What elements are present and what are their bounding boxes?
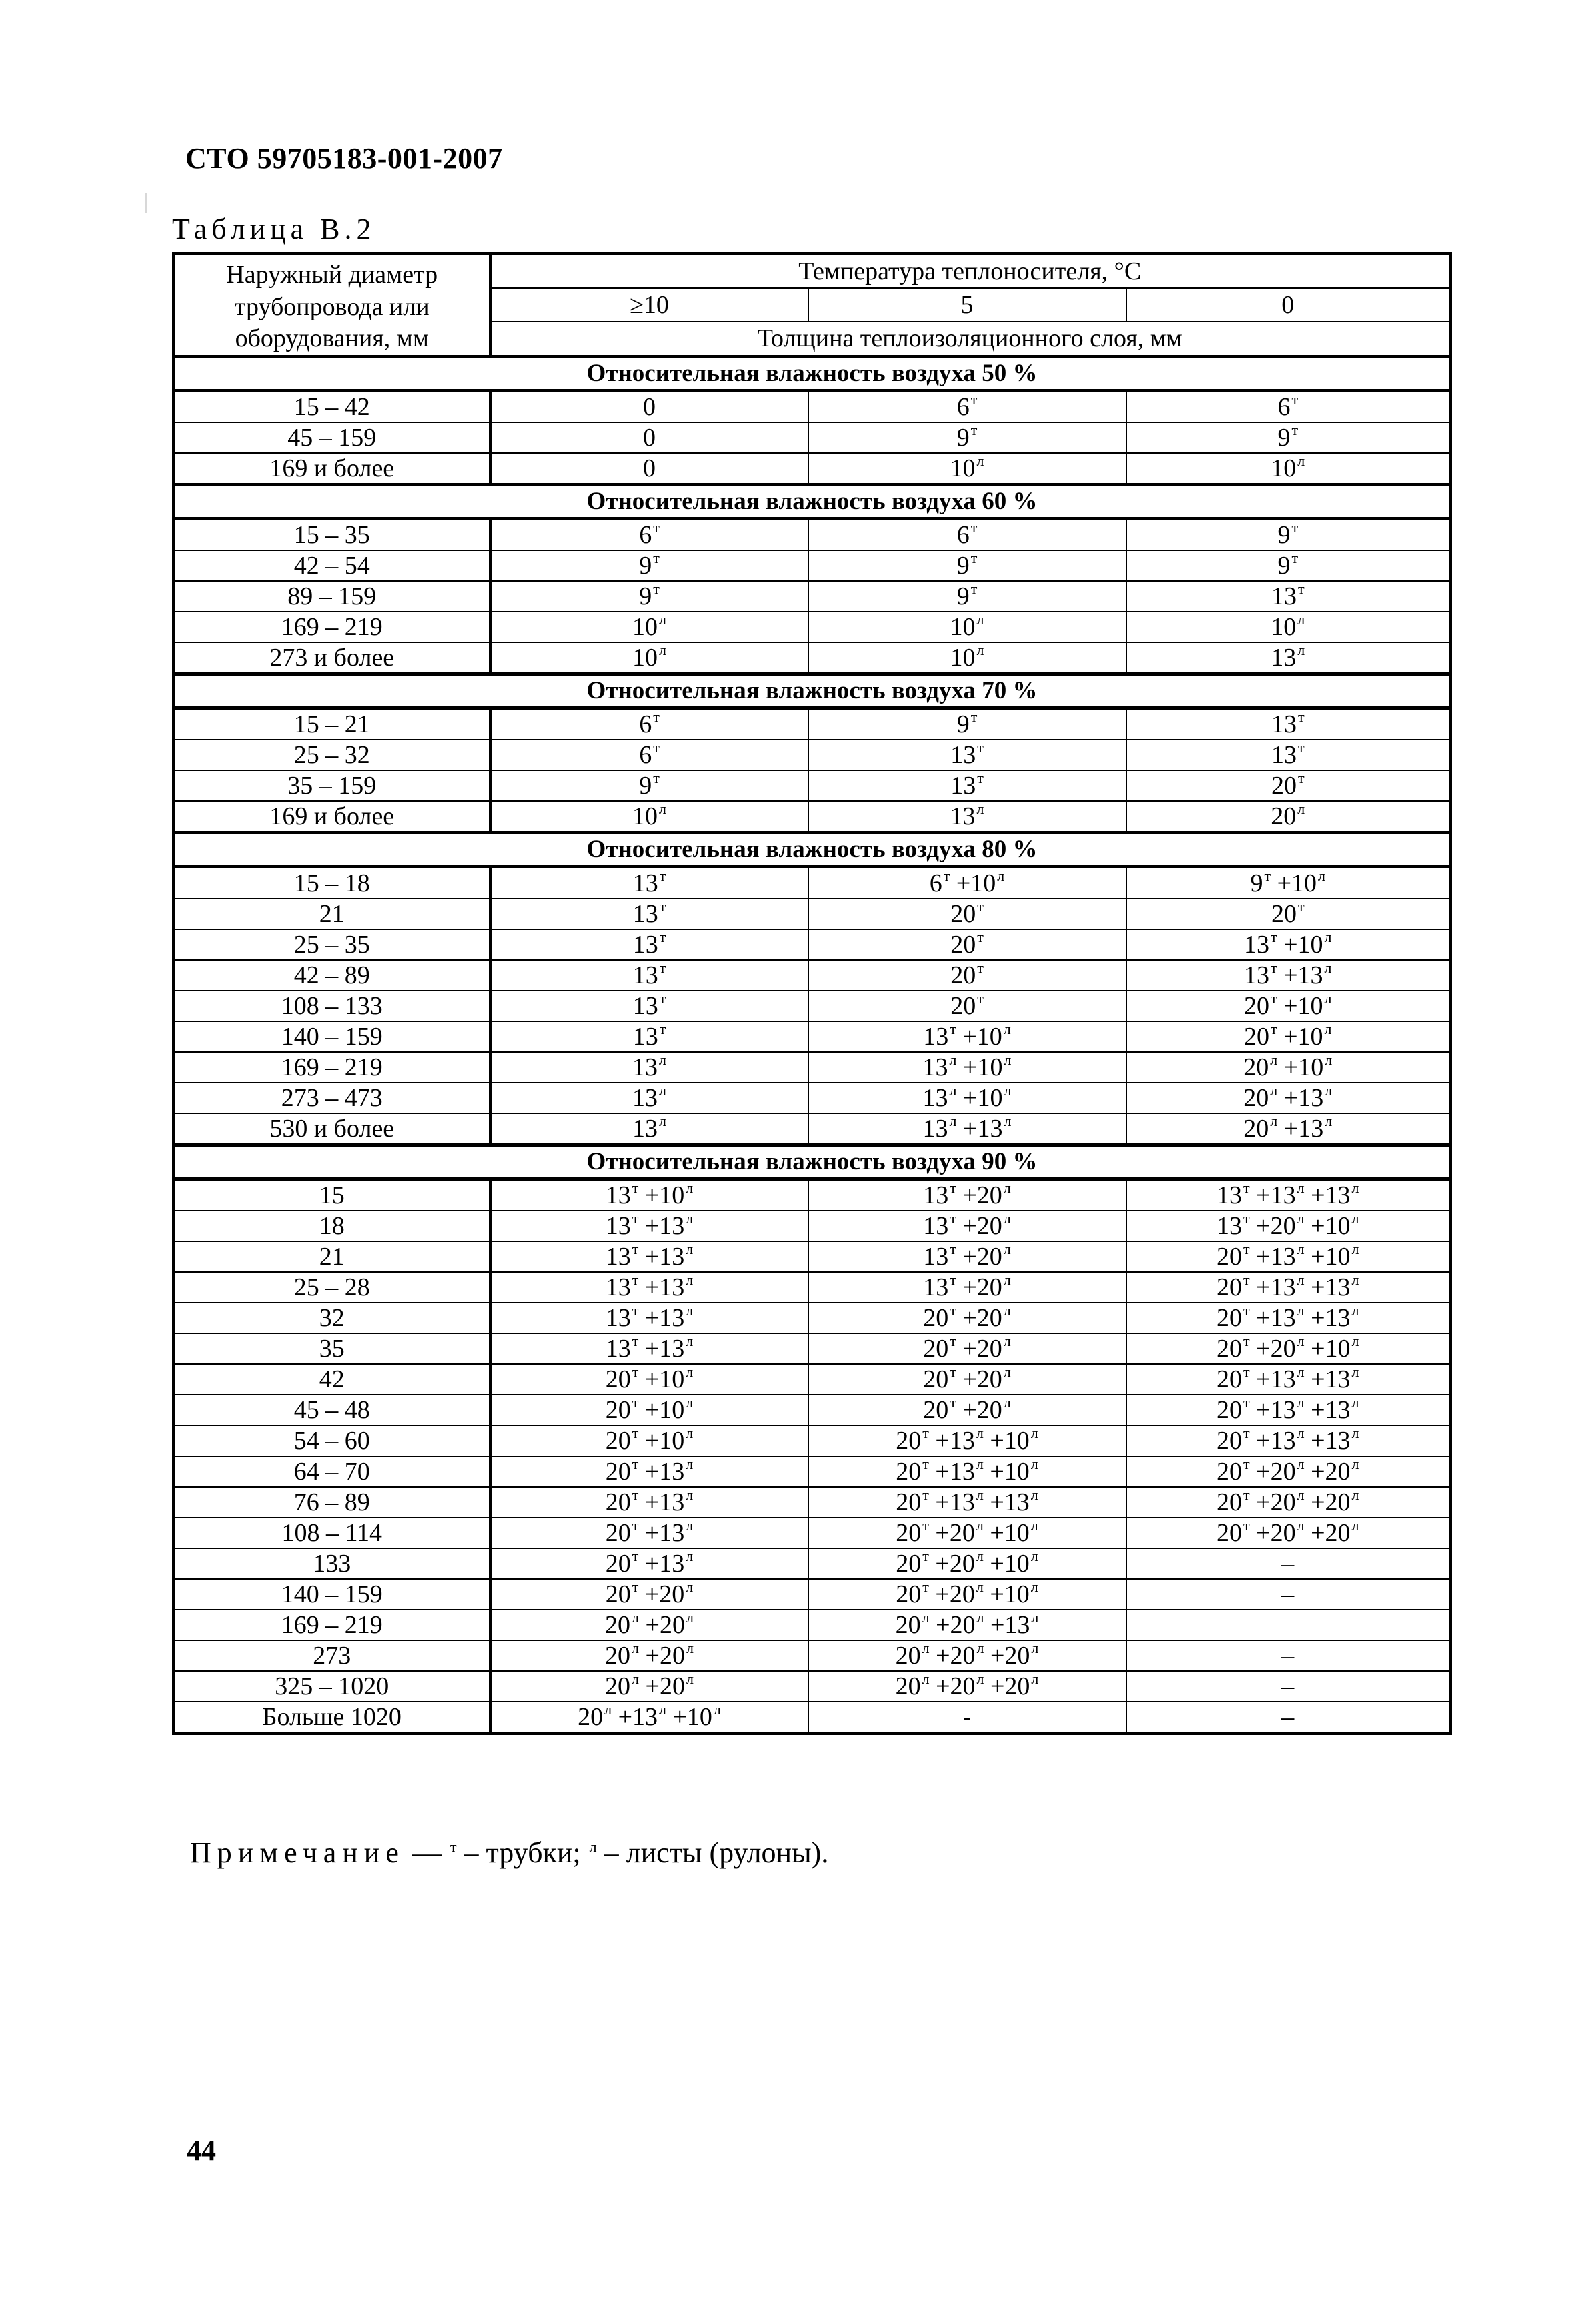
table-row <box>174 390 1451 422</box>
table-row <box>174 453 1451 485</box>
thickness-cell: $9^т$ <box>1126 518 1451 550</box>
diameter-cell: 169 – 219 <box>174 1610 490 1640</box>
note-text-t: – трубки; <box>456 1836 588 1869</box>
table-row <box>174 1052 1451 1083</box>
header-temp-5: 5 <box>808 288 1126 322</box>
thickness-cell: $20^л +20^л +20^л$ <box>808 1671 1126 1702</box>
thickness-cell: 0 <box>490 453 808 485</box>
diameter-cell: 325 – 1020 <box>174 1671 490 1702</box>
thickness-cell: $10^л$ <box>1126 453 1451 485</box>
insulation-thickness-table <box>172 252 1452 1735</box>
thickness-cell: $13^т +20^л$ <box>808 1179 1126 1211</box>
thickness-cell: $20^т +13^л +10^л$ <box>1126 1241 1451 1272</box>
thickness-cell: $13^т +20^л +10^л$ <box>1126 1211 1451 1241</box>
diameter-cell: 15 – 18 <box>174 866 490 899</box>
thickness-cell: $20^т$ <box>808 960 1126 991</box>
diameter-cell: 35 <box>174 1333 490 1364</box>
header-diameter: Наружный диаметр трубопровода или оборудования, мм <box>174 254 490 357</box>
thickness-cell: $13^т$ <box>490 929 808 960</box>
table-row <box>174 1640 1451 1671</box>
thickness-cell: $6^т$ <box>808 518 1126 550</box>
diameter-cell: 15 – 42 <box>174 390 490 422</box>
thickness-cell: $13^т$ <box>490 991 808 1021</box>
thickness-cell: $20^т +20^л +10^л$ <box>1126 1333 1451 1364</box>
table-row <box>174 708 1451 740</box>
diameter-cell: 169 – 219 <box>174 612 490 642</box>
thickness-cell: $13^т$ <box>490 866 808 899</box>
diameter-cell: 45 – 48 <box>174 1395 490 1425</box>
thickness-cell: $20^л$ <box>1126 801 1451 833</box>
section-row <box>174 674 1451 708</box>
thickness-cell: – <box>1126 1579 1451 1610</box>
thickness-cell: $13^т$ <box>1126 708 1451 740</box>
thickness-cell: $20^т +13^л +13^л$ <box>1126 1395 1451 1425</box>
table-row <box>174 929 1451 960</box>
thickness-cell: $20^т +20^л$ <box>490 1579 808 1610</box>
table-row <box>174 581 1451 612</box>
thickness-cell: $9^т$ <box>808 422 1126 453</box>
thickness-cell: $20^т +10^л$ <box>1126 991 1451 1021</box>
thickness-cell: $20^л +20^л +13^л$ <box>808 1610 1126 1640</box>
thickness-cell: $20^т +20^л$ <box>808 1303 1126 1333</box>
thickness-cell: $9^т$ <box>808 550 1126 581</box>
section-row <box>174 356 1451 390</box>
diameter-cell: 140 – 159 <box>174 1021 490 1052</box>
thickness-cell: $13^т +13^л$ <box>490 1303 808 1333</box>
thickness-cell: $10^л$ <box>490 612 808 642</box>
thickness-cell: $13^л$ <box>808 801 1126 833</box>
note-sup-l: л <box>589 1838 597 1855</box>
diameter-cell: 108 – 114 <box>174 1518 490 1548</box>
section-title: Относительная влажность воздуха 70 % <box>174 674 1451 708</box>
thickness-cell: $6^т +10^л$ <box>808 866 1126 899</box>
thickness-cell: $20^т +20^л +10^л$ <box>808 1518 1126 1548</box>
thickness-cell: $20^л +20^л +20^л$ <box>808 1640 1126 1671</box>
table-row <box>174 1241 1451 1272</box>
note-sup-t: т <box>450 1838 457 1855</box>
thickness-cell: $20^т +13^л +13^л$ <box>1126 1303 1451 1333</box>
thickness-cell: $13^л$ <box>490 1113 808 1145</box>
thickness-cell: $20^т +10^л$ <box>490 1395 808 1425</box>
diameter-cell: 140 – 159 <box>174 1579 490 1610</box>
table-row <box>174 1272 1451 1303</box>
thickness-cell: $13^т +13^л$ <box>490 1272 808 1303</box>
diameter-cell: 15 – 21 <box>174 708 490 740</box>
thickness-cell: $20^т +13^л$ <box>490 1548 808 1579</box>
thickness-cell: $20^т +20^л$ <box>808 1364 1126 1395</box>
diameter-cell: 54 – 60 <box>174 1425 490 1456</box>
thickness-cell: $13^т$ <box>490 960 808 991</box>
thickness-cell: $20^т +13^л$ <box>490 1518 808 1548</box>
diameter-cell: 169 и более <box>174 453 490 485</box>
thickness-cell: $20^т +13^л +13^л$ <box>1126 1425 1451 1456</box>
thickness-cell: $13^т +20^л$ <box>808 1211 1126 1241</box>
table-row <box>174 1333 1451 1364</box>
thickness-cell: $13^т +13^л$ <box>490 1211 808 1241</box>
thickness-cell: $20^л +10^л$ <box>1126 1052 1451 1083</box>
thickness-cell: $9^т$ <box>490 581 808 612</box>
thickness-cell: – <box>1126 1640 1451 1671</box>
table-row <box>174 1579 1451 1610</box>
thickness-cell: $10^л$ <box>808 453 1126 485</box>
table-row <box>174 960 1451 991</box>
thickness-cell: $20^т +13^л +13^л$ <box>808 1487 1126 1518</box>
table-body <box>174 356 1451 1733</box>
thickness-cell: $13^т +10^л$ <box>1126 929 1451 960</box>
table-note <box>190 1836 828 1870</box>
diameter-cell: 108 – 133 <box>174 991 490 1021</box>
thickness-cell: $13^л$ <box>1126 642 1451 674</box>
thickness-cell: $20^т +10^л$ <box>1126 1021 1451 1052</box>
thickness-cell: $20^т$ <box>1126 770 1451 801</box>
thickness-cell: $10^л$ <box>490 642 808 674</box>
diameter-cell: 64 – 70 <box>174 1456 490 1487</box>
thickness-cell: $13^т +13^л +13^л$ <box>1126 1179 1451 1211</box>
thickness-cell: $20^л +20^л$ <box>490 1640 808 1671</box>
thickness-cell: $9^т$ <box>490 550 808 581</box>
thickness-cell: $20^т$ <box>808 929 1126 960</box>
thickness-cell: $20^т +20^л +20^л$ <box>1126 1518 1451 1548</box>
thickness-cell: $20^л +13^л$ <box>1126 1083 1451 1113</box>
thickness-cell: $13^л$ <box>490 1052 808 1083</box>
scan-edge-mark <box>145 193 147 213</box>
header-temperature: Температура теплоносителя, °С <box>490 254 1451 289</box>
table-caption: Таблица В.2 <box>172 213 376 245</box>
header-thickness: Толщина теплоизоляционного слоя, мм <box>490 322 1451 356</box>
thickness-cell: $13^т +13^л$ <box>490 1241 808 1272</box>
table-row <box>174 1456 1451 1487</box>
diameter-cell: 133 <box>174 1548 490 1579</box>
diameter-cell: 25 – 28 <box>174 1272 490 1303</box>
table-row <box>174 422 1451 453</box>
section-title: Относительная влажность воздуха 80 % <box>174 832 1451 866</box>
thickness-cell: $20^т +13^л$ <box>490 1487 808 1518</box>
diameter-cell: 273 – 473 <box>174 1083 490 1113</box>
diameter-cell: Больше 1020 <box>174 1702 490 1734</box>
thickness-cell: $20^т$ <box>808 899 1126 929</box>
diameter-cell: 18 <box>174 1211 490 1241</box>
section-title: Относительная влажность воздуха 50 % <box>174 356 1451 390</box>
table-row <box>174 1303 1451 1333</box>
table-row <box>174 518 1451 550</box>
thickness-cell: $20^т +20^л$ <box>808 1333 1126 1364</box>
table-row <box>174 1211 1451 1241</box>
table-row <box>174 1548 1451 1579</box>
thickness-cell: $6^т$ <box>490 740 808 770</box>
table-head <box>174 254 1451 357</box>
thickness-cell: $20^л +20^л$ <box>490 1610 808 1640</box>
diameter-cell: 21 <box>174 1241 490 1272</box>
thickness-cell: $13^т +10^л$ <box>490 1179 808 1211</box>
thickness-cell: $20^т +20^л$ <box>808 1395 1126 1425</box>
diameter-cell: 530 и более <box>174 1113 490 1145</box>
thickness-cell: $6^т$ <box>1126 390 1451 422</box>
diameter-cell: 21 <box>174 899 490 929</box>
table-row <box>174 1021 1451 1052</box>
section-row <box>174 1145 1451 1179</box>
thickness-cell: $20^т +20^л +10^л$ <box>808 1579 1126 1610</box>
table-row <box>174 1610 1451 1640</box>
document-header: СТО 59705183-001-2007 <box>185 142 503 175</box>
diameter-cell: 42 – 54 <box>174 550 490 581</box>
section-row <box>174 832 1451 866</box>
page-number: 44 <box>187 2134 216 2167</box>
thickness-cell: $13^т +13^л$ <box>1126 960 1451 991</box>
thickness-cell: 0 <box>490 390 808 422</box>
thickness-cell: $10^л$ <box>1126 612 1451 642</box>
thickness-cell: $9^т +10^л$ <box>1126 866 1451 899</box>
diameter-cell: 169 – 219 <box>174 1052 490 1083</box>
thickness-cell <box>1126 1610 1451 1640</box>
table-row <box>174 642 1451 674</box>
thickness-cell: $13^л +10^л$ <box>808 1083 1126 1113</box>
diameter-cell: 76 – 89 <box>174 1487 490 1518</box>
table-row <box>174 1702 1451 1734</box>
thickness-cell: $20^л +13^л$ <box>1126 1113 1451 1145</box>
thickness-cell: – <box>1126 1702 1451 1734</box>
table-row <box>174 1364 1451 1395</box>
thickness-cell: $13^т$ <box>1126 581 1451 612</box>
thickness-cell: $9^т$ <box>490 770 808 801</box>
thickness-cell: $13^т$ <box>808 770 1126 801</box>
thickness-cell: - <box>808 1702 1126 1734</box>
thickness-cell: $20^т +10^л$ <box>490 1364 808 1395</box>
diameter-cell: 169 и более <box>174 801 490 833</box>
thickness-cell: $13^л +13^л$ <box>808 1113 1126 1145</box>
table-row <box>174 1425 1451 1456</box>
diameter-cell: 25 – 35 <box>174 929 490 960</box>
diameter-cell: 89 – 159 <box>174 581 490 612</box>
table-row <box>174 1487 1451 1518</box>
diameter-cell: 32 <box>174 1303 490 1333</box>
note-dash: — <box>412 1836 442 1869</box>
header-temp-0: 0 <box>1126 288 1451 322</box>
table-row <box>174 1113 1451 1145</box>
thickness-cell: $20^т +20^л +10^л$ <box>808 1548 1126 1579</box>
thickness-cell: $6^т$ <box>808 390 1126 422</box>
thickness-cell: $20^л +20^л$ <box>490 1671 808 1702</box>
table-row <box>174 612 1451 642</box>
thickness-cell: – <box>1126 1548 1451 1579</box>
note-text-l: – листы (рулоны). <box>596 1836 829 1869</box>
diameter-cell: 35 – 159 <box>174 770 490 801</box>
thickness-cell: $9^т$ <box>808 708 1126 740</box>
thickness-cell: $13^т +20^л$ <box>808 1272 1126 1303</box>
thickness-cell: $13^т +10^л$ <box>808 1021 1126 1052</box>
thickness-cell: $13^т +13^л$ <box>490 1333 808 1364</box>
thickness-cell: $20^т +13^л +13^л$ <box>1126 1272 1451 1303</box>
diameter-cell: 15 <box>174 1179 490 1211</box>
table-row <box>174 1083 1451 1113</box>
table-row <box>174 770 1451 801</box>
table-row <box>174 991 1451 1021</box>
table-row <box>174 1671 1451 1702</box>
thickness-cell: $20^л +13^л +10^л$ <box>490 1702 808 1734</box>
table-row <box>174 1179 1451 1211</box>
diameter-cell: 42 <box>174 1364 490 1395</box>
thickness-cell: $20^т +13^л +10^л$ <box>808 1456 1126 1487</box>
diameter-cell: 25 – 32 <box>174 740 490 770</box>
thickness-cell: $13^т$ <box>490 899 808 929</box>
section-title: Относительная влажность воздуха 60 % <box>174 484 1451 518</box>
thickness-cell: $9^т$ <box>1126 422 1451 453</box>
thickness-cell: $6^т$ <box>490 708 808 740</box>
table-row <box>174 1518 1451 1548</box>
diameter-cell: 273 <box>174 1640 490 1671</box>
thickness-cell: $6^т$ <box>490 518 808 550</box>
thickness-cell: $20^т +13^л +10^л$ <box>808 1425 1126 1456</box>
thickness-cell: $13^т$ <box>490 1021 808 1052</box>
thickness-cell: $9^т$ <box>808 581 1126 612</box>
diameter-cell: 45 – 159 <box>174 422 490 453</box>
thickness-cell: $13^л$ <box>490 1083 808 1113</box>
thickness-cell: $20^т +13^л$ <box>490 1456 808 1487</box>
section-title: Относительная влажность воздуха 90 % <box>174 1145 1451 1179</box>
diameter-cell: 15 – 35 <box>174 518 490 550</box>
thickness-cell: $20^т$ <box>1126 899 1451 929</box>
thickness-cell: $9^т$ <box>1126 550 1451 581</box>
note-label: Примечание <box>190 1836 405 1869</box>
table-row <box>174 740 1451 770</box>
thickness-cell: $10^л$ <box>808 642 1126 674</box>
thickness-cell: $10^л$ <box>808 612 1126 642</box>
thickness-cell: $13^л +10^л$ <box>808 1052 1126 1083</box>
table-row <box>174 899 1451 929</box>
header-temp-10: ≥10 <box>490 288 808 322</box>
table-row <box>174 866 1451 899</box>
thickness-cell: $20^т +13^л +13^л$ <box>1126 1364 1451 1395</box>
table-row <box>174 801 1451 833</box>
thickness-cell: $20^т +20^л +20^л$ <box>1126 1456 1451 1487</box>
thickness-cell: $13^т$ <box>1126 740 1451 770</box>
thickness-cell: $10^л$ <box>490 801 808 833</box>
thickness-cell: $20^т$ <box>808 991 1126 1021</box>
thickness-cell: $20^т +10^л$ <box>490 1425 808 1456</box>
diameter-cell: 42 – 89 <box>174 960 490 991</box>
thickness-cell: $13^т$ <box>808 740 1126 770</box>
thickness-cell: $13^т +20^л$ <box>808 1241 1126 1272</box>
diameter-cell: 273 и более <box>174 642 490 674</box>
table-row <box>174 550 1451 581</box>
thickness-cell: $20^т +20^л +20^л$ <box>1126 1487 1451 1518</box>
section-row <box>174 484 1451 518</box>
table-row <box>174 1395 1451 1425</box>
thickness-cell: 0 <box>490 422 808 453</box>
thickness-cell: – <box>1126 1671 1451 1702</box>
